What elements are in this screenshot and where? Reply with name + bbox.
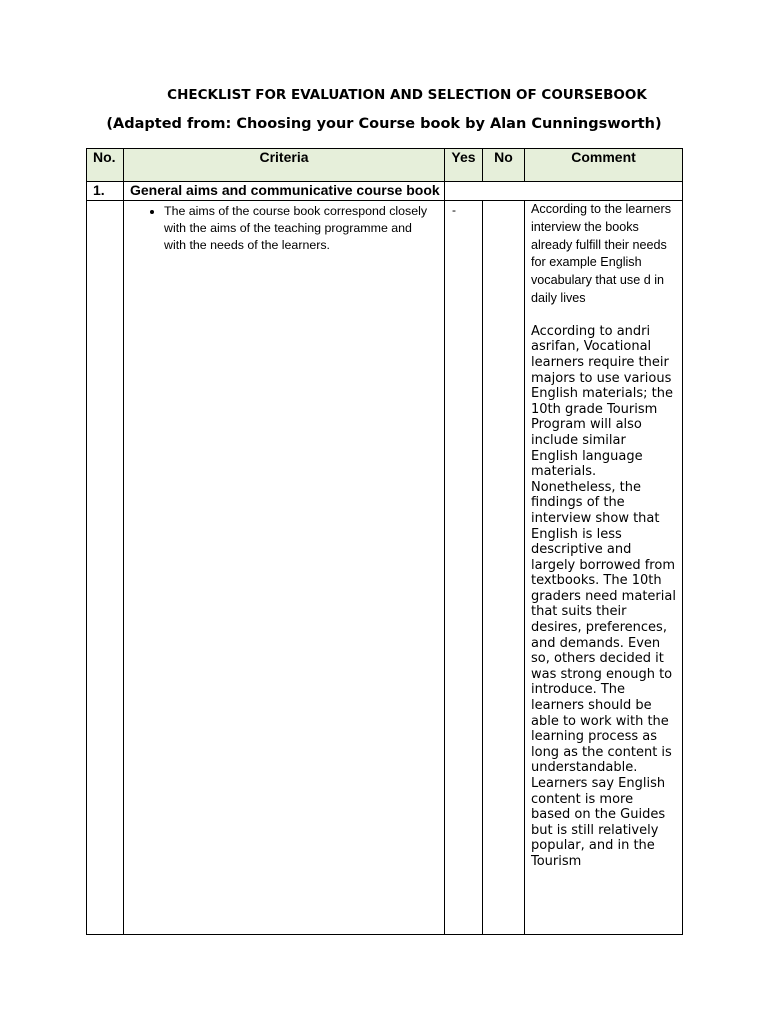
header-comment: Comment	[525, 149, 683, 182]
comment-paragraph-2: According to andri asrifan, Vocational learners require their majors to use various English materials; the 10th grade Tourism Program will also include similar English language materials. Nonetheless, the findings of the interview show that English is less descriptive and largely borrowed from textbooks. The 10th graders need material that suits their desires, preferences, and demands. Even so, others decided it was strong enough to introduce. The learners should be able to work with the learning process as long as the content is understandable. Learners say English content is more based on the Guides but is still relatively popular, and in the Tourism	[531, 323, 676, 869]
section-number: 1.	[87, 182, 124, 201]
criterion-cell	[124, 201, 445, 935]
table-header-row	[87, 149, 683, 182]
header-no-column: No	[483, 149, 525, 182]
checklist-table	[86, 148, 683, 935]
comment-cell	[525, 201, 683, 935]
document-subtitle: (Adapted from: Choosing your Course book by Alan Cunningsworth)	[106, 116, 662, 132]
document-title: CHECKLIST FOR EVALUATION AND SELECTION OF COURSEBOOK	[167, 87, 647, 103]
header-criteria: Criteria	[124, 149, 445, 182]
section-row	[87, 182, 683, 201]
section-title: General aims and communicative course book	[124, 182, 445, 201]
list-item: • The aims of the course book correspond closely with the aims of the teaching programme and with the needs of the learners.	[164, 203, 444, 254]
section-empty-cell	[445, 182, 683, 201]
table-row	[87, 201, 683, 935]
criteria-list	[124, 203, 444, 254]
comment-paragraph-1: According to the learners interview the books already fulfill their needs for example English vocabulary that use d in daily lives	[531, 202, 672, 305]
no-cell	[483, 201, 525, 935]
header-yes: Yes	[445, 149, 483, 182]
item-number-cell	[87, 201, 124, 935]
yes-cell	[445, 201, 483, 935]
yes-value: -	[452, 203, 456, 217]
header-no: No.	[87, 149, 124, 182]
